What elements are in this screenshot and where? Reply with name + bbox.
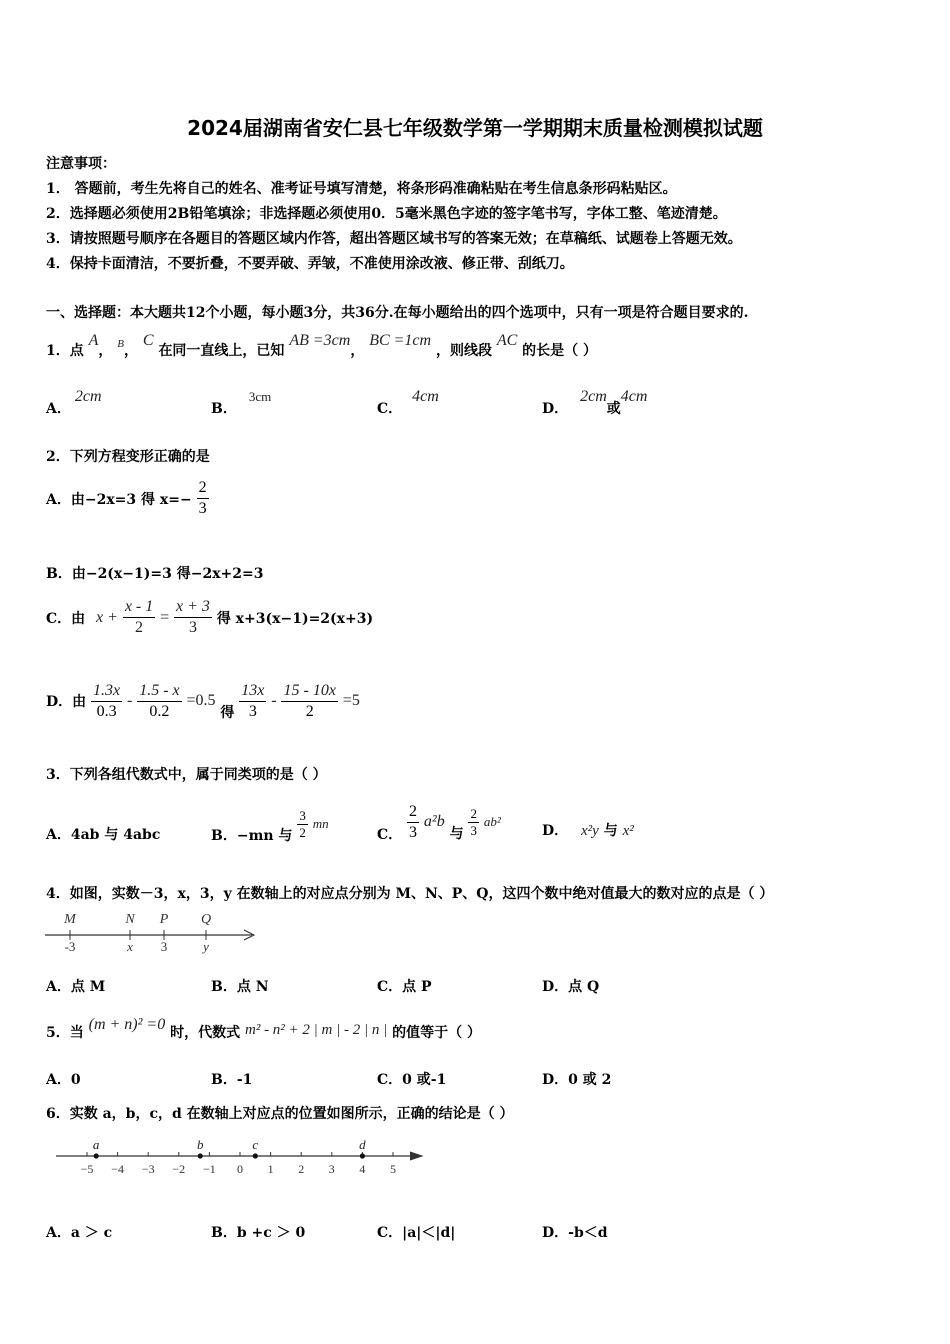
section-heading: 一、选择题：本大题共12个小题，每小题3分，共36分.在每小题给出的四个选项中，只有一项是符合题目要求的. [46, 305, 749, 321]
q3-c-with: 与 [449, 826, 464, 842]
q2-c-eq: = [160, 608, 170, 626]
q1-point-b: B [117, 338, 125, 350]
q3-stem: 3．下列各组代数式中，属于同类项的是（ ） [46, 767, 327, 783]
q2-c-tail: 得 x+3(x−1)=2(x+3) [216, 610, 374, 627]
q2-d-frac1 [91, 681, 122, 722]
q1-point-a: A [88, 332, 99, 349]
q2-c-d2: 3 [188, 619, 197, 636]
q6-tick-label: 0 [237, 1162, 243, 1176]
q1-text-3: ，则线段 [435, 343, 492, 359]
q1-comma: ， [98, 343, 113, 359]
q5-option-a: A．0 [46, 1072, 81, 1088]
q3-c-label: C． [377, 827, 403, 843]
q2-a-den: 3 [198, 500, 207, 517]
q4-point-label: M [64, 912, 76, 927]
q6-tick-label: −5 [80, 1162, 94, 1176]
q5-expression: m² - n² + 2 | m | - 2 | n | [244, 1022, 388, 1038]
q1-option-a [46, 388, 102, 418]
q2-c-frac2 [174, 597, 212, 638]
q2-d-label: D．由 [46, 694, 87, 710]
q6-point-dot [253, 1153, 258, 1158]
q6-option-c: C．|a|＜|d| [377, 1225, 456, 1241]
q1-text-4: 的长是（ ） [522, 343, 598, 359]
q6-number-line [50, 1135, 440, 1180]
q3-b-frac [297, 808, 308, 841]
q3-b-den: 2 [299, 824, 306, 840]
q1-bc: BC =1cm [369, 332, 432, 349]
q6-point-label: b [196, 1137, 204, 1152]
q4-value-label: 3 [160, 939, 168, 954]
q3-c-frac2 [468, 806, 479, 839]
q1-ab: AB =3cm [289, 332, 351, 349]
q3-option-c [377, 800, 501, 844]
q3-c-var1: a²b [423, 813, 445, 830]
q6-points [93, 1137, 366, 1159]
q1-option-c [377, 388, 439, 418]
q6-point-dot [198, 1153, 203, 1158]
q1-text-1: 1．点 [46, 343, 84, 359]
q6-tick-label: 4 [359, 1162, 366, 1176]
q1-value-b: 3cm [248, 389, 272, 404]
q1-text-2: 在同一直线上，已知 [158, 343, 285, 359]
q6-option-b: B．b +c ＞ 0 [211, 1225, 306, 1241]
q2-d-n2: 1.5 - x [137, 681, 181, 702]
q1-or: 或 [606, 401, 621, 417]
option-label: A． [46, 401, 71, 417]
q3-option-a: A．4ab 与 4abc [46, 827, 161, 843]
q6-point-label: d [359, 1137, 366, 1152]
q1-option-d [542, 388, 648, 418]
q6-option-d: D．-b＜d [542, 1225, 608, 1241]
q3-c-var2: ab² [483, 814, 501, 829]
q2-c-n1: x - 1 [123, 597, 155, 618]
q6-point-dot [360, 1153, 365, 1158]
q6-tick-label: −3 [141, 1162, 155, 1176]
q5-post: 的值等于（ ） [392, 1025, 481, 1041]
q4-option-d: D．点 Q [542, 979, 600, 995]
q4-point-label: P [159, 912, 169, 927]
q1-ac: AC [496, 332, 518, 349]
q3-c-den2: 3 [470, 822, 477, 838]
q6-tick-label: −1 [203, 1162, 216, 1176]
q4-point-label: Q [200, 912, 212, 927]
q1-value-c: 4cm [412, 388, 439, 405]
q4-point-label: N [125, 912, 135, 927]
notice-item: 1． 答题前，考生先将自己的姓名、准考证号填写清楚，将条形码准确粘贴在考生信息条形码粘贴区。 [46, 181, 677, 197]
notice-heading: 注意事项： [46, 156, 116, 172]
q1-value-d2: 4cm [620, 388, 648, 405]
q3-d-with: 与 [603, 823, 618, 839]
q6-tick-label: 5 [390, 1162, 396, 1176]
q3-option-b [211, 803, 329, 845]
q5-option-c: C．0 或-1 [377, 1072, 447, 1088]
q4-value-label: -3 [64, 939, 76, 954]
q3-b-var: mn [312, 816, 329, 831]
q6-tick-label: −2 [172, 1162, 186, 1176]
q2-d-minus: - [127, 692, 133, 709]
q2-option-a [46, 478, 209, 519]
q6-point-label: a [92, 1137, 100, 1152]
q2-option-c [46, 597, 373, 638]
q2-d-d3: 3 [248, 702, 257, 720]
q4-value-label: x [127, 939, 133, 954]
option-label: C． [377, 401, 403, 417]
q1-stem [46, 332, 598, 360]
q2-c-x: x + [96, 608, 118, 626]
notice-item: 4．保持卡面清洁，不要折叠，不要弄破、弄皱，不准使用涂改液、修正带、刮纸刀。 [46, 256, 574, 272]
q1-value-d1: 2cm [580, 388, 607, 405]
q2-d-frac2 [137, 681, 181, 722]
q1-option-b [211, 389, 272, 418]
q2-c-d1: 2 [135, 619, 144, 636]
q2-d-frac4 [281, 681, 337, 722]
q2-stem: 2．下列方程变形正确的是 [46, 449, 210, 465]
q3-d-expr2: x² [622, 823, 634, 839]
q3-c-num2: 2 [470, 805, 477, 821]
q2-d-n3: 13x [239, 681, 266, 702]
q4-stem: 4．如图，实数－3，x，3，y 在数轴上的对应点分别为 M、N、P、Q，这四个数中绝对值最大的数对应的点是（ ） [46, 886, 774, 902]
q3-option-d [542, 820, 634, 840]
notice-item: 2．选择题必须使用2B铅笔填涂；非选择题必须使用0．5毫米黑色字迹的签字笔书写，字体工整、笔迹清楚。 [46, 206, 727, 222]
q3-b-num: 3 [299, 807, 306, 823]
notice-item: 3．请按照题号顺序在各题目的答题区域内作答，超出答题区域书写的答案无效；在草稿纸、试题卷上答题无效。 [46, 231, 742, 247]
q4-option-b: B．点 N [211, 979, 269, 995]
q6-point-label: c [252, 1137, 259, 1152]
q2-option-d [46, 680, 360, 722]
q5-option-b: B．-1 [211, 1072, 253, 1088]
option-label: B． [211, 401, 237, 417]
q1-point-c: C [142, 332, 154, 349]
q1-value-a: 2cm [74, 388, 102, 405]
q2-d-eq1: =0.5 [186, 692, 216, 709]
q6-tick-label: 3 [328, 1162, 335, 1176]
q6-tick-label: −4 [111, 1162, 124, 1176]
option-label: D． [542, 401, 569, 417]
q5-condition: (m + n)² =0 [88, 1016, 166, 1033]
q2-d-minus2: - [271, 692, 277, 709]
q2-d-d2: 0.2 [149, 702, 170, 720]
q3-d-expr1: x²y [581, 823, 599, 839]
q3-c-den1: 3 [409, 823, 418, 841]
q2-d-get: 得 [220, 705, 235, 721]
q4-option-a: A．点 M [46, 979, 106, 995]
q3-c-frac1 [407, 802, 419, 843]
q5-pre: 5．当 [46, 1025, 84, 1041]
q2-c-n2: x + 3 [174, 597, 212, 618]
q1-comma: ， [350, 343, 365, 359]
q2-d-n1: 1.3x [91, 681, 122, 702]
q6-tick-label: 1 [267, 1162, 274, 1176]
q4-points [63, 912, 211, 954]
q2-d-n4: 15 - 10x [281, 681, 337, 702]
q4-option-c: C．点 P [377, 979, 432, 995]
q6-axis-arrow [410, 1152, 422, 1160]
q3-c-num1: 2 [407, 802, 419, 823]
q6-point-dot [94, 1153, 99, 1158]
q1-comma: ， [124, 343, 139, 359]
q6-tick-label: 2 [298, 1162, 305, 1176]
q3-b-label: B．−mn 与 [211, 828, 293, 844]
q2-a-label: A．由−2x=3 得 x=− [46, 491, 192, 508]
q2-d-d1: 0.3 [96, 702, 117, 720]
q2-c-frac1 [123, 597, 155, 638]
q5-option-d: D．0 或 2 [542, 1072, 612, 1088]
q4-number-line [40, 908, 270, 956]
q2-option-b: B．由−2(x−1)=3 得−2x+2=3 [46, 566, 264, 582]
q4-value-label: y [203, 939, 209, 954]
q2-d-d4: 2 [305, 702, 314, 720]
q6-stem: 6．实数 a，b，c，d 在数轴上对应点的位置如图所示，正确的结论是（ ） [46, 1106, 514, 1122]
q2-a-fraction [197, 478, 209, 519]
q5-stem [46, 1016, 481, 1042]
q3-d-label: D． [542, 823, 569, 839]
q2-d-eq2: =5 [342, 692, 360, 709]
q6-option-a: A．a ＞ c [46, 1225, 113, 1241]
page-title: 2024届湖南省安仁县七年级数学第一学期期末质量检测模拟试题 [187, 116, 763, 140]
q2-c-label: C．由 [46, 610, 86, 627]
q5-mid: 时，代数式 [170, 1025, 241, 1041]
q2-d-frac3 [239, 681, 266, 722]
q2-a-num: 2 [197, 478, 209, 499]
